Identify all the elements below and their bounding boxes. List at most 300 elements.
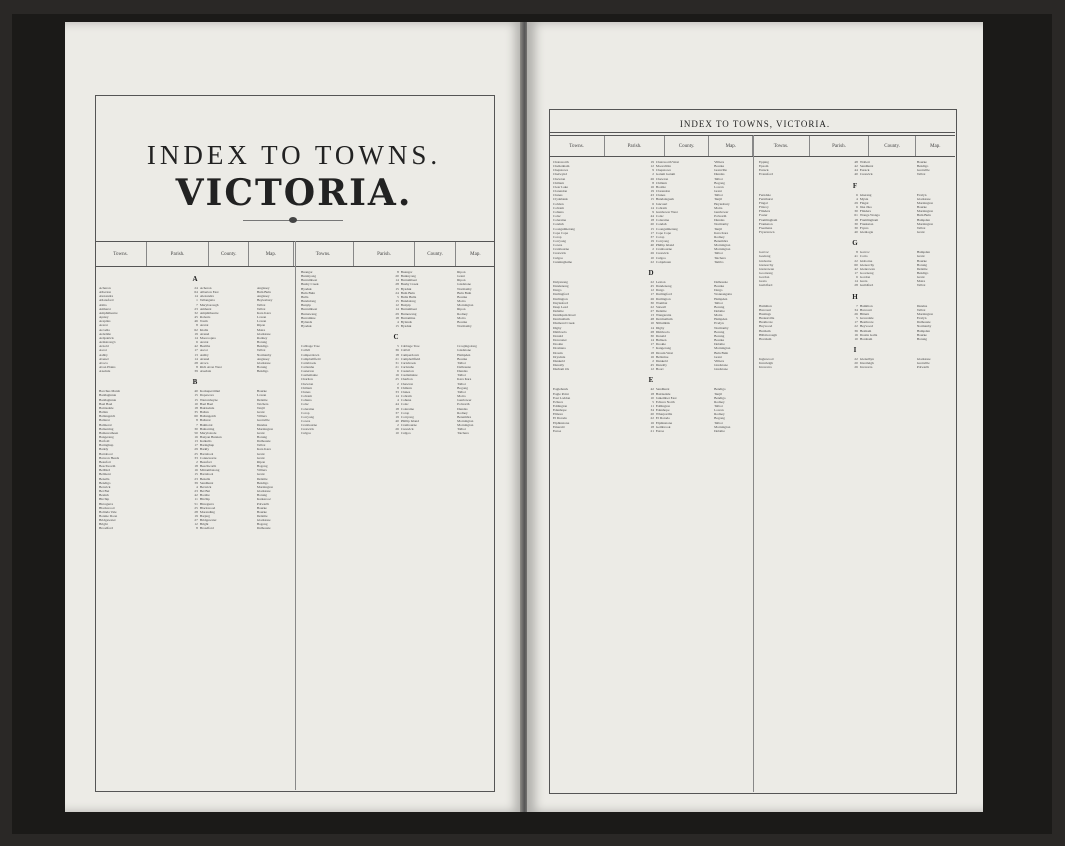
county-name: Dalhousie [714, 279, 728, 284]
parish-name: Buangor [400, 270, 413, 274]
parish-number: 34 [854, 307, 858, 312]
parish-name: Burrumbeet [400, 307, 417, 312]
parish-name: Chepstowe [655, 168, 671, 173]
parish-name: Moorabbin [655, 164, 671, 169]
town-name: Bellbird [99, 468, 111, 473]
parish-name: Coongulmerang [655, 226, 678, 231]
parish-name: Clunes [655, 193, 666, 198]
parish-name: Nillumbik [655, 321, 670, 326]
parish-number: 30 [854, 221, 858, 226]
town-name: Colac [301, 402, 309, 407]
parish-name: Connewarre [199, 455, 217, 460]
parish-number: 22 [650, 279, 654, 284]
county-name: Buln Buln [256, 290, 271, 295]
county-name: Gladstone [714, 363, 728, 368]
parish-number: 23 [194, 489, 198, 494]
parish-name: Gordon [859, 275, 871, 280]
parish-number: 24 [194, 286, 198, 290]
parish-number: 10 [650, 255, 654, 260]
parish-name: Creswick [655, 251, 669, 256]
county-name: Lowan [714, 184, 724, 189]
town-name: Fitzroy [759, 205, 769, 210]
parish-number: 28 [650, 329, 654, 334]
county-name: Talbot [916, 172, 926, 177]
parish-name: Cabbage Tree [400, 344, 420, 349]
parish-name: Jancourt [655, 201, 668, 206]
town-name: Harcourt [759, 307, 772, 312]
parish-number: 28 [194, 509, 198, 514]
county-name: Mornington [714, 346, 731, 351]
parish-name: Dookie [655, 342, 666, 347]
town-name: Deep Lead [553, 304, 568, 309]
section-letter: A [192, 275, 198, 283]
town-name: Eaglehawk [553, 387, 569, 392]
county-name: Evelyn [916, 316, 927, 321]
parish-name: Mooroopna [199, 335, 216, 340]
town-name: Bamawatheen [99, 430, 119, 435]
header-towns-2: Towns. [294, 242, 354, 266]
town-name: Beechworth [99, 464, 116, 469]
county-name: Borung [714, 333, 725, 338]
county-name: Talbot [714, 403, 723, 408]
town-name: Epping [759, 160, 769, 164]
section-letter: I [853, 346, 857, 354]
right-column-1 [553, 160, 749, 433]
county-name: Bendigo [916, 164, 929, 169]
section-letter: G [852, 239, 858, 248]
town-name: Evansford [759, 172, 773, 177]
table-row [759, 337, 951, 341]
town-name: Charlton [301, 377, 313, 382]
county-name: Grenville [916, 168, 930, 173]
parish-name: Carisbrook [400, 360, 416, 365]
county-name: Heytesbury [714, 201, 730, 206]
county-name: Moira [714, 205, 723, 210]
right-page [527, 22, 983, 812]
parish-name: Ballarat [199, 418, 211, 423]
parish-number: 33 [194, 455, 198, 460]
town-name: Ardpatrick [99, 335, 114, 340]
parish-name: Cohuna [400, 398, 412, 403]
parish-name: Burrumbeet [400, 278, 417, 283]
parish-name: Greta [859, 279, 868, 284]
parish-number: 6 [856, 275, 858, 280]
parish-number: 44 [395, 402, 399, 407]
parish-name: Sandhurst [859, 164, 874, 169]
parish-number: 10 [194, 401, 198, 406]
county-name: Dalhousie [256, 439, 271, 444]
parish-number: 6 [856, 192, 858, 197]
parish-name: Kalkallo [199, 439, 212, 444]
town-name: Bylands [301, 319, 313, 324]
town-name: Amphitheatre [99, 310, 118, 315]
parish-number: 27 [194, 518, 198, 523]
town-name: Hexham [759, 328, 771, 333]
parish-name: Bittern [859, 311, 870, 316]
parish-name: Bundalong [400, 299, 416, 304]
county-name: Grant [916, 254, 925, 259]
parish-name: Bairnsdale [655, 391, 671, 396]
table-row [553, 429, 749, 433]
parish-number: 8 [196, 323, 198, 328]
parish-number: 50 [194, 430, 198, 435]
town-name: Clunes [553, 193, 563, 198]
parish-number: 16 [194, 435, 198, 439]
parish-number: 60 [854, 262, 858, 267]
parish-name: Drouin West [655, 350, 673, 355]
town-name: Bael Bael [99, 401, 113, 406]
county-name: Karkarooc [256, 497, 272, 502]
county-name: Anglesey [256, 294, 270, 299]
parish-number: 17 [854, 320, 858, 325]
parish-number: 2 [652, 247, 654, 252]
town-name: Campbellfield [301, 356, 321, 361]
county-name: Rodney [714, 234, 725, 239]
county-name: Delatite [256, 397, 268, 402]
town-name: Ballarat [99, 418, 110, 423]
table-row [301, 431, 491, 435]
county-name: Bendigo [714, 387, 726, 392]
parish-number: 26 [854, 365, 858, 370]
parish-number: 12 [194, 522, 198, 527]
parish-number: 42 [194, 344, 198, 349]
left-column-1 [99, 270, 291, 531]
parish-number: 17 [650, 230, 654, 235]
parish-name: Doutta Galla [859, 332, 878, 337]
town-name: Culgoa [301, 431, 311, 436]
parish-name: Ararat [199, 323, 209, 328]
parish-name: Corio [859, 254, 868, 259]
town-name: Cunninghame [553, 259, 573, 264]
parish-number: 26 [395, 427, 399, 432]
town-name: Hamilton [759, 303, 772, 308]
town-name: Barfold [99, 439, 110, 444]
parish-number: 16 [395, 373, 399, 378]
town-name: Carisbrook [301, 360, 317, 365]
county-name: Polwarth [916, 365, 930, 370]
town-name: Guildford [759, 283, 773, 288]
right-page-title: INDEX TO TOWNS, VICTORIA. [679, 119, 831, 129]
town-name: Flinders [759, 209, 771, 214]
parish-number: 39 [194, 480, 198, 485]
town-name: Beulah [99, 493, 109, 498]
parish-name: Glenlogie [859, 230, 874, 235]
parish-name: Gatum Gatum [655, 172, 676, 177]
parish-name: Chiltern [655, 180, 668, 185]
parish-name: Janiember East [655, 395, 677, 400]
parish-name: Cobram [655, 205, 667, 210]
county-name: Bogong [714, 416, 725, 421]
parish-name: Corryong [400, 414, 414, 419]
parish-number: 19 [650, 238, 654, 243]
parish-name: Marybolode [199, 430, 217, 435]
parish-number: 28 [854, 283, 858, 288]
parish-name: Boolite [199, 493, 210, 498]
parish-name: Rich Avon West [199, 364, 222, 369]
county-name: Dundas [457, 406, 468, 411]
header-county: County. [209, 242, 249, 266]
parish-number: 19 [650, 160, 654, 164]
parish-name: Berwick [199, 484, 212, 489]
table-row [759, 365, 951, 369]
county-name: Moira [457, 315, 466, 320]
town-name: Dromana [553, 346, 566, 351]
town-name: Burrumbeet [301, 307, 318, 312]
parish-number: 18 [854, 217, 858, 222]
parish-number: 5 [652, 399, 654, 404]
county-name: Dargo [714, 288, 723, 293]
parish-name: Boolite [655, 184, 666, 189]
parish-number: 26 [650, 296, 654, 301]
parish-number: 43 [650, 193, 654, 198]
parish-name: Bushy Creek [400, 282, 419, 287]
table-row [759, 172, 951, 176]
parish-number: 25 [395, 377, 399, 382]
county-name: Mornington [457, 303, 474, 308]
town-name: Eurack [759, 168, 769, 173]
section-letter: B [192, 378, 198, 387]
county-name: Talbot [457, 427, 466, 432]
parish-name: Hamilton [859, 303, 873, 308]
index-title: INDEX TO TOWNS. [146, 140, 442, 170]
parish-name: Bael Bael [199, 401, 214, 406]
parish-number: 20 [854, 361, 858, 366]
county-name: Grant [256, 451, 265, 456]
parish-name: Guildford [859, 283, 874, 288]
town-name: Coleraine [553, 218, 567, 223]
parish-number: 22 [854, 258, 858, 263]
parish-name: Amherst [199, 306, 212, 311]
right-header-county-2: County. [869, 136, 915, 156]
county-name: Delatite [714, 342, 725, 347]
parish-number: 21 [395, 364, 399, 369]
town-name: Glenrowan [759, 266, 775, 271]
parish-name: Dunolly [655, 363, 668, 368]
parish-name: Garvoc [859, 250, 870, 255]
parish-name: Creswick [400, 427, 414, 432]
county-name: Bourke [457, 356, 468, 361]
right-column-divider [753, 135, 754, 792]
parish-number: 45 [650, 284, 654, 289]
parish-name: Dopewora [199, 393, 214, 398]
parish-name: Bet Bet [199, 489, 211, 494]
town-name: Foster [759, 213, 768, 218]
parish-number: 15 [395, 286, 399, 291]
town-name: Corryong [301, 414, 314, 419]
town-name: Cheltenham [553, 164, 570, 169]
parish-number: 20 [395, 274, 399, 279]
parish-number: 2 [652, 358, 654, 363]
parish-number: 2 [397, 381, 399, 386]
county-name: Gladstone [256, 360, 271, 365]
parish-number: 29 [395, 311, 399, 316]
county-name: Bourke [916, 332, 927, 337]
parish-name: Wollert [859, 160, 870, 164]
county-name: Bourke [916, 205, 927, 210]
town-name: Darlingford [553, 292, 570, 297]
county-name: Bourke [714, 284, 725, 289]
parish-name: Bellarine [655, 354, 669, 359]
county-name: Talbot [916, 225, 926, 230]
town-name: Epsom [759, 164, 769, 169]
parish-number: 15 [650, 197, 654, 202]
parish-name: Eddington [655, 403, 671, 408]
town-name: Bulla [301, 294, 309, 299]
town-name: Balnarring [99, 426, 114, 431]
parish-name: Beaufort [199, 459, 212, 464]
county-name: Bourke [916, 160, 927, 164]
town-name: Drysdale [553, 354, 566, 359]
county-name: Talbot [457, 373, 466, 378]
parish-number: 46 [194, 319, 198, 324]
parish-name: Eurack [859, 168, 870, 173]
parish-name: Glenalbyn [859, 357, 874, 361]
parish-number: 60 [194, 414, 198, 419]
county-name: Moira [457, 394, 466, 399]
county-name: Borung [256, 364, 267, 369]
right-header-map: Map. [709, 136, 753, 156]
parish-number: 21 [395, 356, 399, 361]
parish-name: Moranding [199, 509, 215, 514]
parish-number: 22 [650, 416, 654, 421]
town-name: Frankston [759, 221, 773, 226]
parish-name: Korkuperrimul [199, 389, 221, 394]
parish-number: 64 [194, 290, 198, 295]
town-name: Edenhope [553, 408, 567, 413]
parish-name: Toum [199, 319, 208, 324]
county-name: Buln Buln [916, 213, 931, 218]
parish-number: 17 [194, 348, 198, 353]
parish-number: 4 [856, 196, 858, 201]
town-name: Barkly [99, 447, 109, 452]
county-name: Hampden [714, 317, 728, 322]
parish-name: Gembrook [655, 424, 671, 429]
town-name: Bundalong [301, 299, 316, 304]
county-name: Ripon [457, 278, 466, 283]
parish-name: Ascot [199, 348, 208, 353]
county-name: Grant [256, 430, 265, 435]
parish-name: Bulleen [655, 338, 667, 343]
county-name: Mornington [256, 484, 274, 489]
parish-number: 37 [395, 410, 399, 415]
county-name: Rodney [714, 399, 725, 404]
county-name: Moira [256, 327, 266, 332]
county-name: Talbot [256, 302, 266, 307]
parish-number: 11 [194, 497, 198, 502]
parish-name: Blackwood [199, 505, 216, 510]
left-page [65, 22, 523, 812]
county-name: Hampden [916, 250, 930, 255]
parish-name: Clunes [400, 389, 411, 394]
parish-name: Carlsruhe [400, 364, 414, 369]
parish-number: 2 [397, 423, 399, 428]
parish-name: Baringhup [199, 443, 215, 448]
parish-number: 30 [650, 333, 654, 338]
town-name: Dookie [553, 342, 563, 347]
parish-number: 15 [194, 397, 198, 402]
parish-name: Phillip Island [400, 419, 419, 423]
town-name: Benalla [99, 476, 110, 481]
county-name: Grenville [916, 361, 930, 366]
parish-number: 15 [194, 472, 198, 477]
parish-name: Derrinallum [655, 317, 673, 322]
parish-number: 4 [397, 319, 399, 324]
town-name: Byaduk [301, 324, 312, 329]
county-name: Gladstone [916, 196, 931, 201]
town-name: Balmoral [99, 422, 112, 427]
header-towns: Towns. [95, 242, 147, 266]
parish-name: Dargo [655, 288, 665, 293]
county-name: Delatite [916, 266, 928, 271]
parish-number: 18 [395, 352, 399, 357]
parish-name: Bunyip [400, 303, 411, 308]
town-name: Creswick [301, 427, 314, 432]
parish-number: 19 [395, 414, 399, 419]
town-name: Cowes [553, 243, 563, 248]
county-name: Bourke [916, 258, 927, 263]
parish-number: 10 [650, 395, 654, 400]
parish-name: Bright [199, 522, 209, 527]
parish-name: Heywood [859, 324, 873, 329]
town-name: Euroa [553, 428, 562, 433]
town-name: Coleraine [301, 406, 315, 411]
county-name: Lowan [256, 319, 267, 324]
parish-name: Broadford [199, 526, 214, 531]
town-name: Dalyenong [553, 279, 568, 284]
parish-name: Fryers [859, 225, 869, 230]
town-name: Broadford [99, 526, 113, 531]
town-name: Doncaster [553, 338, 567, 343]
town-name: Clarendon [553, 189, 568, 194]
section-letter: E [648, 376, 654, 385]
parish-name: Mysia [859, 196, 869, 201]
county-name: Heytesbury [256, 298, 273, 303]
parish-number: 35 [194, 410, 198, 415]
parish-name: Buninyong [400, 274, 416, 279]
parish-number: 24 [395, 290, 399, 295]
town-name: Fingal [759, 200, 768, 205]
parish-number: 61 [854, 213, 858, 218]
town-name: Ararat [99, 323, 108, 328]
parish-name: Cranbourne [400, 423, 417, 428]
county-name: Bourke [256, 505, 267, 510]
town-name: Corop [553, 234, 562, 239]
county-name: Mornington [714, 424, 731, 429]
town-name: Chatsworth [553, 160, 569, 164]
parish-number: 7 [856, 303, 858, 308]
parish-name: Creswick [859, 172, 873, 177]
parish-name: Avenel [199, 331, 210, 336]
county-name: Tatchera [714, 255, 726, 260]
county-name: Dalhousie [916, 320, 931, 325]
town-name: Ashby [99, 352, 108, 357]
town-name: Clear Lake [553, 184, 568, 189]
county-name: Talbot [256, 348, 266, 353]
town-name: Elphinstone [553, 420, 570, 425]
parish-number: 8 [856, 250, 858, 255]
parish-name: Culgoa [400, 431, 411, 436]
parish-name: Phillip Island [655, 243, 675, 248]
town-name: Alma [99, 302, 107, 307]
parish-name: Roberts [199, 315, 211, 320]
town-name: Dandenong [553, 284, 569, 289]
parish-number: 13 [194, 439, 198, 444]
town-name: Clunes [301, 389, 311, 394]
county-name: Tambo [714, 259, 724, 264]
parish-name: Bylands [400, 319, 412, 324]
county-name: Mornington [457, 423, 474, 428]
parish-number: 16 [650, 354, 654, 359]
